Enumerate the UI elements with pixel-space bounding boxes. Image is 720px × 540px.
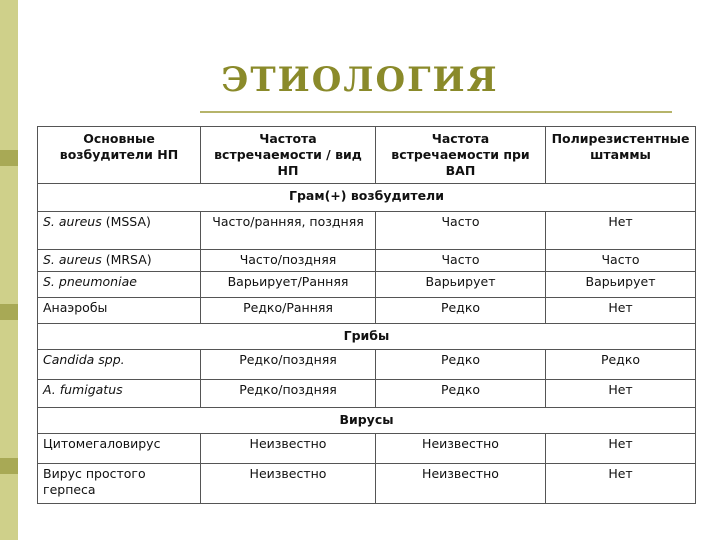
pathogen-name-suffix: Вирус простого герпеса (43, 466, 150, 497)
pathogen-cell (38, 250, 201, 272)
pathogen-cell (38, 350, 201, 380)
resistant-cell: Редко (546, 350, 696, 380)
frequency-np-cell: Часто/ранняя, поздняя (201, 212, 376, 250)
pathogen-cell (38, 464, 201, 504)
table-row (38, 464, 696, 504)
frequency-vap-cell: Часто (376, 212, 546, 250)
table-row (38, 212, 696, 250)
table-row (38, 380, 696, 408)
table-row (38, 350, 696, 380)
pathogen-latin-name: S. pneumoniae (43, 274, 137, 289)
pathogen-name-suffix: (MSSA) (101, 214, 151, 229)
resistant-cell: Нет (546, 298, 696, 324)
frequency-vap-cell: Неизвестно (376, 434, 546, 464)
pathogen-cell (38, 434, 201, 464)
section-header-row (38, 324, 696, 350)
side-decoration-square (0, 458, 18, 474)
resistant-cell: Нет (546, 380, 696, 408)
frequency-np-cell: Редко/поздняя (201, 380, 376, 408)
table-header-row (38, 127, 696, 184)
pathogen-cell (38, 272, 201, 298)
frequency-vap-cell: Редко (376, 380, 546, 408)
frequency-np-cell: Часто/поздняя (201, 250, 376, 272)
pathogen-cell (38, 298, 201, 324)
pathogen-name-suffix: (MRSA) (101, 252, 152, 267)
pathogen-latin-name: A. fumigatus (43, 382, 123, 397)
side-decoration-band (0, 0, 18, 540)
frequency-np-cell: Неизвестно (201, 434, 376, 464)
header-pathogens: Основные возбудители НП (38, 127, 201, 184)
pathogen-cell (38, 212, 201, 250)
header-resistant-strains: Полирезистентные штаммы (546, 127, 696, 184)
table-row (38, 272, 696, 298)
pathogen-name-suffix: Цитомегаловирус (43, 436, 161, 451)
frequency-vap-cell: Редко (376, 350, 546, 380)
section-title: Вирусы (38, 408, 696, 434)
slide-title: ЭТИОЛОГИЯ (221, 60, 499, 100)
section-title: Грам(+) возбудители (38, 184, 696, 212)
header-frequency-vap: Частота встречаемости при ВАП (376, 127, 546, 184)
pathogen-latin-name: Candida spp. (43, 352, 125, 367)
frequency-vap-cell: Неизвестно (376, 464, 546, 504)
title-underline (200, 111, 672, 113)
frequency-np-cell: Неизвестно (201, 464, 376, 504)
frequency-vap-cell: Редко (376, 298, 546, 324)
resistant-cell: Нет (546, 212, 696, 250)
resistant-cell: Варьирует (546, 272, 696, 298)
table-row (38, 298, 696, 324)
header-frequency-np: Частота встречаемости / вид НП (201, 127, 376, 184)
resistant-cell: Нет (546, 434, 696, 464)
table-row (38, 250, 696, 272)
resistant-cell: Часто (546, 250, 696, 272)
pathogen-latin-name: S. aureus (43, 252, 102, 267)
etiology-table (37, 126, 696, 504)
pathogen-latin-name: S. aureus (43, 214, 102, 229)
section-header-row (38, 184, 696, 212)
frequency-np-cell: Редко/Ранняя (201, 298, 376, 324)
pathogen-name-suffix: Анаэробы (43, 300, 108, 315)
frequency-np-cell: Редко/поздняя (201, 350, 376, 380)
side-decoration-square (0, 304, 18, 320)
pathogen-cell (38, 380, 201, 408)
section-header-row (38, 408, 696, 434)
section-title: Грибы (38, 324, 696, 350)
frequency-np-cell: Варьирует/Ранняя (201, 272, 376, 298)
side-decoration-square (0, 150, 18, 166)
table-row (38, 434, 696, 464)
resistant-cell: Нет (546, 464, 696, 504)
frequency-vap-cell: Часто (376, 250, 546, 272)
frequency-vap-cell: Варьирует (376, 272, 546, 298)
